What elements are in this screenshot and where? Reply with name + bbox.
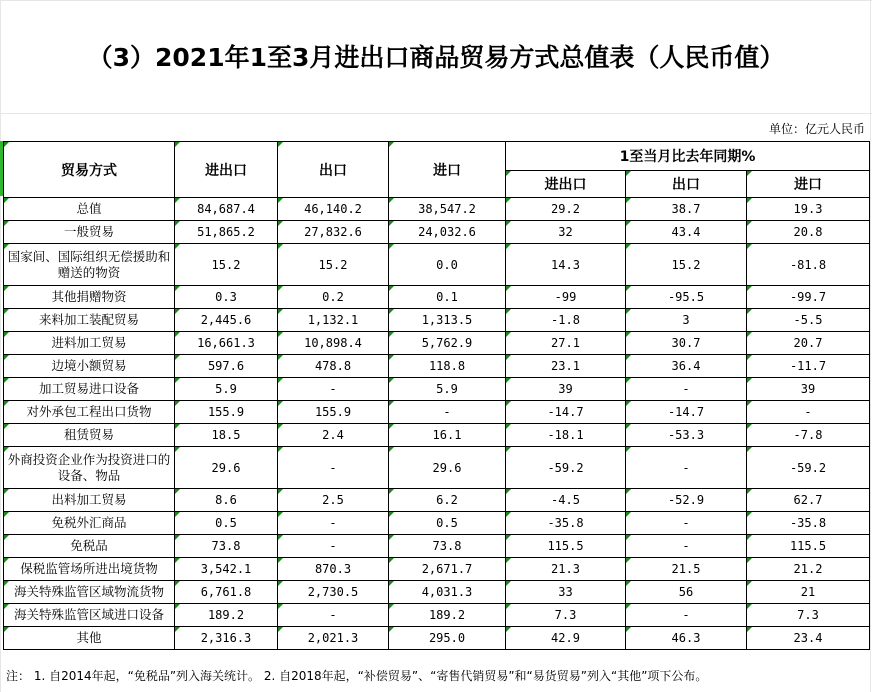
cell-import: 38,547.2: [389, 198, 506, 221]
cell-yoy-import: -7.8: [747, 424, 870, 447]
cell-export: 2.4: [278, 424, 389, 447]
cell-total: 6,761.8: [175, 581, 278, 604]
cell-yoy-total: 23.1: [506, 355, 626, 378]
trade-table: [3, 141, 870, 650]
cell-yoy-total: 39: [506, 378, 626, 401]
table-row: [4, 489, 870, 512]
cell-yoy-import: -: [747, 401, 870, 424]
cell-total: 155.9: [175, 401, 278, 424]
cell-export: 2,021.3: [278, 627, 389, 650]
cell-import: 16.1: [389, 424, 506, 447]
cell-export: 870.3: [278, 558, 389, 581]
cell-yoy-export: 15.2: [626, 244, 747, 286]
header-yoy-export: 出口: [626, 171, 747, 198]
table-row: [4, 355, 870, 378]
cell-yoy-export: -: [626, 512, 747, 535]
cell-import: 5.9: [389, 378, 506, 401]
cell-yoy-total: -35.8: [506, 512, 626, 535]
cell-export: 155.9: [278, 401, 389, 424]
cell-import: 0.5: [389, 512, 506, 535]
unit-label: 单位：亿元人民币: [768, 122, 865, 136]
table-row: [4, 378, 870, 401]
cell-export: 0.2: [278, 286, 389, 309]
header-total: 进出口: [175, 142, 278, 198]
cell-yoy-import: 115.5: [747, 535, 870, 558]
cell-export: -: [278, 535, 389, 558]
cell-export: 1,132.1: [278, 309, 389, 332]
row-label: 边境小额贸易: [4, 355, 175, 378]
cell-total: 8.6: [175, 489, 278, 512]
table-row: [4, 512, 870, 535]
cell-yoy-export: 30.7: [626, 332, 747, 355]
cell-yoy-import: -59.2: [747, 447, 870, 489]
cell-yoy-export: 38.7: [626, 198, 747, 221]
cell-yoy-export: -14.7: [626, 401, 747, 424]
row-label: 海关特殊监管区域进口设备: [4, 604, 175, 627]
cell-yoy-export: 46.3: [626, 627, 747, 650]
cell-total: 189.2: [175, 604, 278, 627]
cell-yoy-total: 7.3: [506, 604, 626, 627]
cell-yoy-import: 20.8: [747, 221, 870, 244]
footnote: 注： 1. 自2014年起，“免税品”列入海关统计。 2. 自2018年起，“补偿贸易”、“寄售代销贸易”和“易货贸易”列入“其他”项下公布。: [6, 669, 708, 683]
cell-yoy-total: -99: [506, 286, 626, 309]
cell-import: -: [389, 401, 506, 424]
cell-total: 15.2: [175, 244, 278, 286]
row-label: 保税监管场所进出境货物: [4, 558, 175, 581]
cell-yoy-import: 21: [747, 581, 870, 604]
header-yoy-group: 1至当月比去年同期%: [506, 142, 870, 171]
cell-total: 0.3: [175, 286, 278, 309]
table-row: [4, 332, 870, 355]
cell-yoy-total: 115.5: [506, 535, 626, 558]
table-row: [4, 447, 870, 489]
cell-yoy-import: 20.7: [747, 332, 870, 355]
cell-export: -: [278, 604, 389, 627]
header-yoy-total: 进出口: [506, 171, 626, 198]
row-label: 其他捐赠物资: [4, 286, 175, 309]
cell-import: 24,032.6: [389, 221, 506, 244]
cell-yoy-import: 7.3: [747, 604, 870, 627]
cell-total: 73.8: [175, 535, 278, 558]
cell-yoy-import: 21.2: [747, 558, 870, 581]
header-import: 进口: [389, 142, 506, 198]
row-label: 一般贸易: [4, 221, 175, 244]
cell-export: 10,898.4: [278, 332, 389, 355]
grid-title-bottom: [0, 113, 872, 114]
cell-total: 84,687.4: [175, 198, 278, 221]
cell-total: 3,542.1: [175, 558, 278, 581]
row-label: 来料加工装配贸易: [4, 309, 175, 332]
cell-yoy-total: -1.8: [506, 309, 626, 332]
cell-yoy-import: 62.7: [747, 489, 870, 512]
cell-yoy-export: -53.3: [626, 424, 747, 447]
cell-total: 597.6: [175, 355, 278, 378]
cell-export: 15.2: [278, 244, 389, 286]
row-label: 国家间、国际组织无偿援助和赠送的物资: [4, 244, 175, 286]
header-export: 出口: [278, 142, 389, 198]
cell-yoy-import: -35.8: [747, 512, 870, 535]
table-row: [4, 221, 870, 244]
cell-yoy-total: -59.2: [506, 447, 626, 489]
cell-export: 27,832.6: [278, 221, 389, 244]
cell-yoy-export: -: [626, 447, 747, 489]
cell-import: 5,762.9: [389, 332, 506, 355]
cell-yoy-export: 43.4: [626, 221, 747, 244]
grid-right: [870, 0, 871, 692]
cell-export: 478.8: [278, 355, 389, 378]
table-row: [4, 604, 870, 627]
row-label: 免税外汇商品: [4, 512, 175, 535]
cell-yoy-import: 19.3: [747, 198, 870, 221]
cell-yoy-export: 56: [626, 581, 747, 604]
header-yoy-import: 进口: [747, 171, 870, 198]
grid-top: [0, 0, 872, 1]
cell-yoy-export: -52.9: [626, 489, 747, 512]
cell-import: 0.1: [389, 286, 506, 309]
cell-total: 0.5: [175, 512, 278, 535]
cell-yoy-total: 42.9: [506, 627, 626, 650]
cell-yoy-export: 3: [626, 309, 747, 332]
table-row: [4, 424, 870, 447]
cell-yoy-total: 21.3: [506, 558, 626, 581]
row-label: 租赁贸易: [4, 424, 175, 447]
table-row: [4, 581, 870, 604]
cell-import: 4,031.3: [389, 581, 506, 604]
table-row: [4, 627, 870, 650]
table-row: [4, 558, 870, 581]
table-row: [4, 309, 870, 332]
cell-total: 16,661.3: [175, 332, 278, 355]
cell-total: 51,865.2: [175, 221, 278, 244]
cell-yoy-total: 33: [506, 581, 626, 604]
cell-yoy-export: -: [626, 378, 747, 401]
cell-total: 2,316.3: [175, 627, 278, 650]
page-title: （3）2021年1至3月进出口商品贸易方式总值表（人民币值）: [87, 43, 785, 72]
table-row: [4, 198, 870, 221]
row-label: 外商投资企业作为投资进口的设备、物品: [4, 447, 175, 489]
cell-yoy-import: -81.8: [747, 244, 870, 286]
cell-yoy-total: -18.1: [506, 424, 626, 447]
cell-yoy-import: -11.7: [747, 355, 870, 378]
grid-left: [0, 0, 1, 692]
table-row: [4, 535, 870, 558]
row-label: 对外承包工程出口货物: [4, 401, 175, 424]
cell-import: 2,671.7: [389, 558, 506, 581]
row-label: 出料加工贸易: [4, 489, 175, 512]
cell-yoy-export: -95.5: [626, 286, 747, 309]
row-label: 进料加工贸易: [4, 332, 175, 355]
cell-export: 2,730.5: [278, 581, 389, 604]
cell-yoy-total: -4.5: [506, 489, 626, 512]
cell-yoy-total: 14.3: [506, 244, 626, 286]
cell-export: -: [278, 378, 389, 401]
cell-yoy-total: 32: [506, 221, 626, 244]
table-row: [4, 244, 870, 286]
cell-yoy-import: 23.4: [747, 627, 870, 650]
cell-total: 2,445.6: [175, 309, 278, 332]
cell-total: 29.6: [175, 447, 278, 489]
row-label: 海关特殊监管区域物流货物: [4, 581, 175, 604]
cell-import: 6.2: [389, 489, 506, 512]
cell-yoy-total: -14.7: [506, 401, 626, 424]
row-label: 免税品: [4, 535, 175, 558]
cell-yoy-export: 21.5: [626, 558, 747, 581]
cell-yoy-import: -99.7: [747, 286, 870, 309]
cell-import: 73.8: [389, 535, 506, 558]
cell-yoy-export: -: [626, 604, 747, 627]
cell-yoy-import: 39: [747, 378, 870, 401]
header-trade-mode: 贸易方式: [4, 142, 175, 198]
cell-import: 189.2: [389, 604, 506, 627]
cell-yoy-total: 29.2: [506, 198, 626, 221]
cell-yoy-export: 36.4: [626, 355, 747, 378]
cell-total: 18.5: [175, 424, 278, 447]
cell-import: 1,313.5: [389, 309, 506, 332]
row-label: 加工贸易进口设备: [4, 378, 175, 401]
table-row: [4, 286, 870, 309]
row-label: 总值: [4, 198, 175, 221]
cell-import: 0.0: [389, 244, 506, 286]
cell-export: 2.5: [278, 489, 389, 512]
cell-yoy-total: 27.1: [506, 332, 626, 355]
cell-import: 118.8: [389, 355, 506, 378]
cell-export: 46,140.2: [278, 198, 389, 221]
cell-yoy-export: -: [626, 535, 747, 558]
cell-import: 295.0: [389, 627, 506, 650]
cell-export: -: [278, 512, 389, 535]
row-label: 其他: [4, 627, 175, 650]
cell-total: 5.9: [175, 378, 278, 401]
cell-import: 29.6: [389, 447, 506, 489]
cell-export: -: [278, 447, 389, 489]
table-row: [4, 401, 870, 424]
cell-yoy-import: -5.5: [747, 309, 870, 332]
